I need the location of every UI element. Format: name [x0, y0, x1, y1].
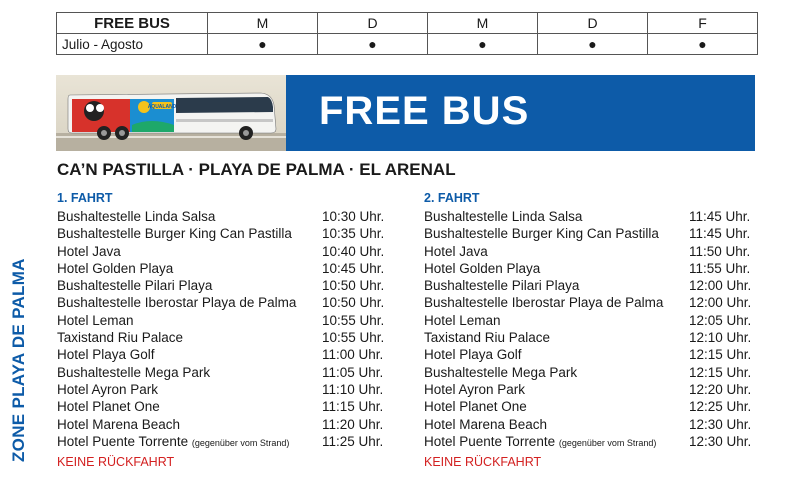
- stop-time: 12:00 Uhr.: [689, 295, 752, 311]
- stop-name: Taxistand Riu Palace: [424, 330, 551, 346]
- stop-time: 12:10 Uhr.: [689, 330, 752, 346]
- stop-name: Hotel Leman: [424, 312, 501, 328]
- stop-time: 12:15 Uhr.: [689, 364, 752, 380]
- stop-row: [57, 312, 387, 329]
- stop-row: [57, 277, 387, 294]
- stop-time: 11:10 Uhr.: [322, 381, 384, 397]
- stop-time: 12:00 Uhr.: [689, 278, 752, 294]
- stop-row: [57, 398, 387, 415]
- stop-time: 10:35 Uhr.: [322, 226, 385, 242]
- stop-time: 10:50 Uhr.: [322, 278, 385, 294]
- stop-name: Hotel Planet One: [424, 399, 527, 415]
- stop-time: 11:45 Uhr.: [689, 226, 751, 242]
- stop-row: [57, 208, 387, 225]
- stop-name: Hotel Ayron Park: [57, 381, 159, 397]
- no-return-notice: KEINE RÜCKFAHRT: [424, 455, 542, 470]
- no-return-notice: KEINE RÜCKFAHRT: [57, 455, 175, 470]
- stop-row: [424, 416, 754, 433]
- day-mark-monday: ●: [208, 34, 318, 55]
- stop-row: [424, 260, 754, 277]
- route-title: CA’N PASTILLA · PLAYA DE PALMA · EL ARENAL: [57, 160, 456, 179]
- stop-time: 11:50 Uhr.: [689, 243, 751, 259]
- stop-name: Bushaltestelle Mega Park: [424, 364, 578, 380]
- stop-name: Bushaltestelle Linda Salsa: [57, 209, 216, 224]
- stop-row: [424, 225, 754, 242]
- stop-time: 11:45 Uhr.: [689, 209, 751, 224]
- stop-note: (gegenüber vom Strand): [191, 437, 290, 448]
- stop-time: 12:05 Uhr.: [689, 312, 752, 328]
- stop-name: Bushaltestelle Pilari Playa: [424, 278, 580, 294]
- svg-text:AQUALAND: AQUALAND: [147, 104, 177, 110]
- stop-name: Bushaltestelle Iberostar Playa de Palma: [424, 295, 664, 311]
- stop-name: Bushaltestelle Mega Park: [57, 364, 211, 380]
- stop-time: 11:15 Uhr.: [322, 399, 384, 415]
- stop-time: 11:05 Uhr.: [322, 364, 384, 380]
- stop-row: [424, 243, 754, 260]
- day-mark-thursday: ●: [538, 34, 648, 55]
- stop-row: [424, 329, 754, 346]
- period-label: Julio - Agosto: [57, 34, 208, 55]
- stop-time: 11:55 Uhr.: [689, 260, 751, 276]
- stop-time: 10:30 Uhr.: [322, 209, 385, 224]
- stop-row: [57, 416, 387, 433]
- stop-time: 10:55 Uhr.: [322, 312, 385, 328]
- stop-name: Bushaltestelle Iberostar Playa de Palma: [57, 295, 297, 311]
- stop-row: [57, 243, 387, 260]
- stop-name: Hotel Leman: [57, 312, 134, 328]
- trip-title: 2. FAHRT: [424, 191, 480, 205]
- stop-time: 12:15 Uhr.: [689, 347, 752, 363]
- stop-time: 12:25 Uhr.: [689, 399, 752, 415]
- stop-time: 10:40 Uhr.: [322, 243, 385, 259]
- stop-time: 11:20 Uhr.: [322, 416, 384, 432]
- stop-row: [424, 381, 754, 398]
- zone-side-label: ZONE PLAYA DE PALMA: [9, 258, 28, 462]
- stop-name: Hotel Java: [57, 243, 121, 259]
- stop-row: [424, 346, 754, 363]
- day-monday: M: [208, 13, 318, 34]
- days-header-row: [57, 13, 758, 34]
- stop-row: [57, 329, 387, 346]
- stop-name: Bushaltestelle Linda Salsa: [424, 209, 583, 224]
- stop-name: Hotel Ayron Park: [424, 381, 526, 397]
- stop-time: 10:50 Uhr.: [322, 295, 385, 311]
- stop-name: Hotel Golden Playa: [57, 260, 174, 276]
- trip-column-1: [57, 188, 387, 471]
- day-mark-tuesday: ●: [318, 34, 428, 55]
- stop-row: [424, 312, 754, 329]
- stop-row: [57, 433, 387, 450]
- trip-title: 1. FAHRT: [57, 191, 113, 205]
- day-mark-friday: ●: [648, 34, 758, 55]
- stop-row: [424, 398, 754, 415]
- stop-time: 10:45 Uhr.: [322, 260, 385, 276]
- stop-name: Bushaltestelle Pilari Playa: [57, 278, 213, 294]
- banner-title: FREE BUS: [319, 89, 530, 133]
- operating-days-table: [56, 12, 758, 55]
- stop-time: 11:25 Uhr.: [322, 433, 384, 449]
- stop-name: Hotel Playa Golf: [424, 347, 522, 363]
- stop-note: (gegenüber vom Strand): [558, 437, 657, 448]
- stop-name: Hotel Puente Torrente: [57, 433, 189, 449]
- days-table-label: FREE BUS: [57, 13, 208, 34]
- day-thursday: D: [538, 13, 648, 34]
- stop-row: [424, 433, 754, 450]
- stop-row: [57, 381, 387, 398]
- days-period-row: [57, 34, 758, 55]
- stop-row: [57, 346, 387, 363]
- stop-time: 12:20 Uhr.: [689, 381, 752, 397]
- stop-name: Hotel Golden Playa: [424, 260, 541, 276]
- day-tuesday: D: [318, 13, 428, 34]
- stop-row: [57, 225, 387, 242]
- stop-row: [424, 364, 754, 381]
- day-mark-wednesday: ●: [428, 34, 538, 55]
- stop-time: 12:30 Uhr.: [689, 433, 752, 449]
- stop-name: Hotel Planet One: [57, 399, 160, 415]
- stop-name: Hotel Puente Torrente: [424, 433, 556, 449]
- free-bus-banner: [56, 75, 755, 151]
- stop-name: Hotel Marena Beach: [424, 416, 548, 432]
- stop-row: [57, 294, 387, 311]
- stop-name: Bushaltestelle Burger King Can Pastilla: [424, 226, 659, 242]
- stop-name: Bushaltestelle Burger King Can Pastilla: [57, 226, 292, 242]
- stop-row: [57, 364, 387, 381]
- stop-time: 12:30 Uhr.: [689, 416, 752, 432]
- bus-photo: [56, 75, 286, 151]
- stop-row: [424, 277, 754, 294]
- day-wednesday: M: [428, 13, 538, 34]
- stop-time: 10:55 Uhr.: [322, 330, 385, 346]
- day-friday: F: [648, 13, 758, 34]
- stop-name: Taxistand Riu Palace: [57, 330, 184, 346]
- stop-row: [424, 208, 754, 225]
- stop-name: Hotel Playa Golf: [57, 347, 155, 363]
- stop-time: 11:00 Uhr.: [322, 347, 384, 363]
- stop-row: [57, 260, 387, 277]
- trip-column-2: [424, 188, 754, 471]
- stop-name: Hotel Marena Beach: [57, 416, 181, 432]
- stop-row: [424, 294, 754, 311]
- stop-name: Hotel Java: [424, 243, 488, 259]
